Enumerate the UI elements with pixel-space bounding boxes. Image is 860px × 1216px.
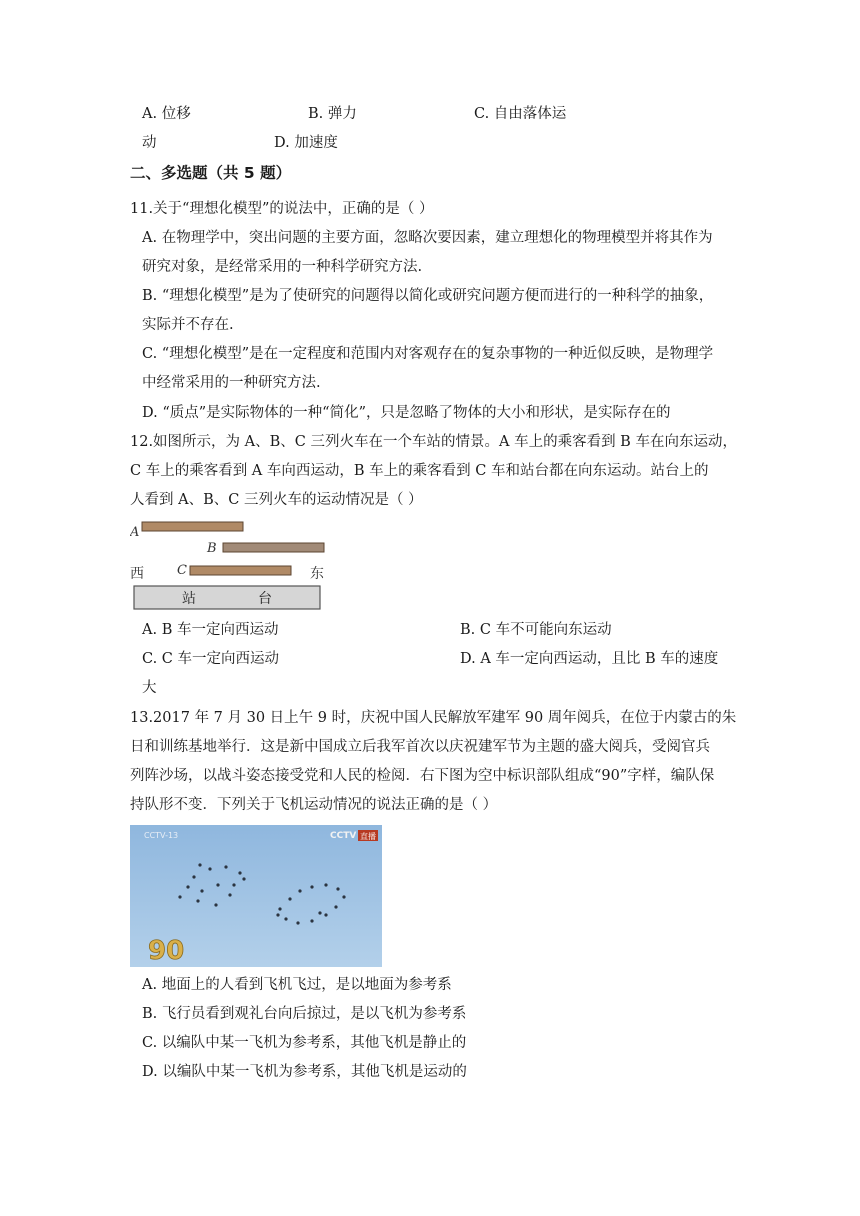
anniversary-emblem: 90: [148, 936, 185, 966]
platform-label-2: 台: [258, 591, 272, 607]
q13-stem-line4: 持队形不变．下列关于飞机运动情况的说法正确的是（ ）: [130, 797, 498, 813]
train-a: [142, 522, 243, 531]
q11-stem: 11.关于“理想化模型”的说法中，正确的是（ ）: [130, 201, 434, 217]
q11-option-b-line1: B. “理想化模型”是为了使研究的问题得以简化或研究问题方便而进行的一种科学的抽象，: [142, 288, 714, 304]
train-c: [190, 566, 291, 575]
q11-option-c-line2: 中经常采用的一种研究方法.: [142, 375, 321, 391]
q13-stem-line2: 日和训练基地举行．这是新中国成立后我军首次以庆祝建军节为主题的盛大阅兵，受阅官兵: [130, 739, 710, 755]
train-a-label: A: [130, 525, 140, 540]
q12-stem-line2: C 车上的乘客看到 A 车向西运动，B 车上的乘客看到 C 车和站台都在向东运动。站台上的: [130, 463, 709, 479]
train-c-label: C: [177, 563, 187, 578]
train-b-label: B: [207, 541, 217, 556]
q11-option-a-line1: A. 在物理学中，突出问题的主要方面，忽略次要因素，建立理想化的物理模型并将其作为: [142, 230, 713, 246]
q11-option-c-line1: C. “理想化模型”是在一定程度和范围内对客观存在的复杂事物的一种近似反映，是物理学: [142, 346, 714, 362]
train-b: [223, 543, 324, 552]
q13-stem-line1: 13.2017 年 7 月 30 日上午 9 时，庆祝中国人民解放军建军 90 周年阅兵，在位于内蒙古的朱: [130, 710, 737, 726]
formation-flight-photo: [130, 825, 382, 967]
q12-option-a: A. B 车一定向西运动: [142, 622, 279, 638]
platform-label-1: 站: [182, 591, 196, 607]
q12-option-d-continuation: 大: [142, 680, 157, 696]
east-label: 东: [310, 566, 324, 582]
q13-option-b: B. 飞行员看到观礼台向后掠过，是以飞机为参考系: [142, 1006, 467, 1022]
q12-stem-line1: 12.如图所示，为 A、B、C 三列火车在一个车站的情景。A 车上的乘客看到 B 车在向东运动，: [130, 434, 737, 450]
q10-option-c: C. 自由落体运: [474, 106, 567, 122]
cctv13-logo: CCTV-13: [144, 831, 179, 840]
q13-option-a: A. 地面上的人看到飞机飞过，是以地面为参考系: [142, 977, 452, 993]
live-badge: 直播: [360, 832, 376, 841]
q11-option-a-line2: 研究对象，是经常采用的一种科学研究方法.: [142, 259, 423, 275]
q11-option-d: D. “质点”是实际物体的一种“简化”，只是忽略了物体的大小和形状，是实际存在的: [142, 405, 671, 421]
train-station-diagram: [130, 518, 330, 614]
q10-option-d: D. 加速度: [274, 135, 338, 151]
q12-option-b: B. C 车不可能向东运动: [460, 622, 612, 638]
q10-option-a: A. 位移: [142, 106, 191, 122]
q12-option-d: D. A 车一定向西运动，且比 B 车的速度: [460, 651, 719, 667]
west-label: 西: [130, 566, 144, 582]
q12-stem-line3: 人看到 A、B、C 三列火车的运动情况是（ ）: [130, 492, 423, 508]
platform: [134, 586, 320, 609]
q13-option-d: D. 以编队中某一飞机为参考系，其他飞机是运动的: [142, 1064, 467, 1080]
q10-option-b: B. 弹力: [308, 106, 357, 122]
cctv-logo: CCTV: [330, 831, 357, 841]
q13-option-c: C. 以编队中某一飞机为参考系，其他飞机是静止的: [142, 1035, 467, 1051]
q10-option-c-continuation: 动: [142, 135, 157, 151]
q12-option-c: C. C 车一定向西运动: [142, 651, 279, 667]
q11-option-b-line2: 实际并不存在.: [142, 317, 234, 333]
q13-stem-line3: 列阵沙场，以战斗姿态接受党和人民的检阅．右下图为空中标识部队组成“90”字样，编队保: [130, 768, 715, 784]
section-heading: 二、多选题（共 5 题）: [130, 164, 292, 182]
